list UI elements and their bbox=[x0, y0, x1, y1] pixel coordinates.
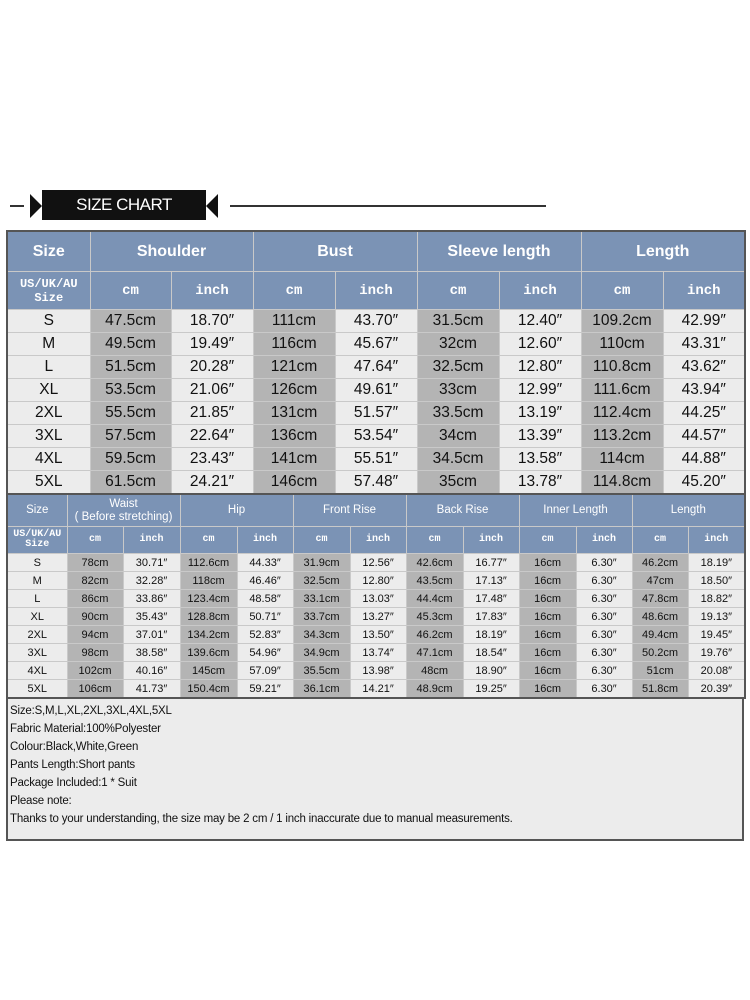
cm-value-cell: 34.5cm bbox=[417, 448, 499, 471]
cm-value-cell: 16cm bbox=[519, 662, 576, 680]
inch-value-cell: 6.30″ bbox=[576, 662, 632, 680]
note-line: Package Included:1 * Suit bbox=[10, 777, 137, 789]
unit-inch: inch bbox=[688, 527, 745, 554]
inch-value-cell: 49.61″ bbox=[335, 379, 417, 402]
cm-value-cell: 146cm bbox=[253, 471, 335, 495]
cm-value-cell: 86cm bbox=[67, 590, 123, 608]
cm-value-cell: 33.7cm bbox=[293, 608, 350, 626]
size-region-header: US/UK/AU Size bbox=[7, 527, 67, 554]
length-header: Length bbox=[632, 494, 745, 527]
cm-value-cell: 48cm bbox=[406, 662, 463, 680]
cm-value-cell: 123.4cm bbox=[180, 590, 237, 608]
inch-value-cell: 19.76″ bbox=[688, 644, 745, 662]
unit-cm: cm bbox=[180, 527, 237, 554]
inch-value-cell: 41.73″ bbox=[123, 680, 180, 699]
header-row bbox=[7, 494, 745, 527]
cm-value-cell: 44.4cm bbox=[406, 590, 463, 608]
cm-value-cell: 34.9cm bbox=[293, 644, 350, 662]
unit-cm: cm bbox=[67, 527, 123, 554]
cm-value-cell: 110cm bbox=[581, 333, 663, 356]
cm-value-cell: 45.3cm bbox=[406, 608, 463, 626]
inch-value-cell: 23.43″ bbox=[171, 448, 253, 471]
inch-value-cell: 13.03″ bbox=[350, 590, 406, 608]
note-line: Colour:Black,White,Green bbox=[10, 741, 139, 753]
inch-value-cell: 19.25″ bbox=[463, 680, 519, 699]
banner-rule bbox=[230, 205, 546, 207]
inch-value-cell: 18.70″ bbox=[171, 310, 253, 333]
table-row bbox=[7, 425, 745, 448]
product-notes bbox=[6, 699, 744, 841]
inch-value-cell: 52.83″ bbox=[237, 626, 293, 644]
inch-value-cell: 19.13″ bbox=[688, 608, 745, 626]
cm-value-cell: 16cm bbox=[519, 572, 576, 590]
inch-value-cell: 21.06″ bbox=[171, 379, 253, 402]
cm-value-cell: 82cm bbox=[67, 572, 123, 590]
inch-value-cell: 18.50″ bbox=[688, 572, 745, 590]
note-line: Thanks to your understanding, the size may be 2 cm / 1 inch inaccurate due to manual measurements. bbox=[10, 813, 513, 825]
cm-value-cell: 49.4cm bbox=[632, 626, 688, 644]
unit-cm: cm bbox=[581, 272, 663, 310]
cm-value-cell: 16cm bbox=[519, 590, 576, 608]
cm-value-cell: 34.3cm bbox=[293, 626, 350, 644]
cm-value-cell: 118cm bbox=[180, 572, 237, 590]
inch-value-cell: 6.30″ bbox=[576, 590, 632, 608]
cm-value-cell: 31.5cm bbox=[417, 310, 499, 333]
inch-value-cell: 54.96″ bbox=[237, 644, 293, 662]
cm-value-cell: 90cm bbox=[67, 608, 123, 626]
cm-value-cell: 36.1cm bbox=[293, 680, 350, 699]
cm-value-cell: 136cm bbox=[253, 425, 335, 448]
inch-value-cell: 6.30″ bbox=[576, 626, 632, 644]
inch-value-cell: 19.45″ bbox=[688, 626, 745, 644]
cm-value-cell: 51cm bbox=[632, 662, 688, 680]
unit-inch: inch bbox=[663, 272, 745, 310]
unit-row bbox=[7, 272, 745, 310]
unit-inch: inch bbox=[499, 272, 581, 310]
table-row bbox=[7, 572, 745, 590]
size-chart-banner bbox=[0, 186, 750, 226]
cm-value-cell: 134.2cm bbox=[180, 626, 237, 644]
size-cell: 3XL bbox=[7, 425, 90, 448]
cm-value-cell: 33.1cm bbox=[293, 590, 350, 608]
cm-value-cell: 59.5cm bbox=[90, 448, 171, 471]
bust-header: Bust bbox=[253, 231, 417, 272]
inch-value-cell: 12.80″ bbox=[350, 572, 406, 590]
unit-inch: inch bbox=[576, 527, 632, 554]
cm-value-cell: 112.4cm bbox=[581, 402, 663, 425]
inch-value-cell: 38.58″ bbox=[123, 644, 180, 662]
unit-inch: inch bbox=[350, 527, 406, 554]
inch-value-cell: 6.30″ bbox=[576, 644, 632, 662]
header-row bbox=[7, 231, 745, 272]
cm-value-cell: 16cm bbox=[519, 644, 576, 662]
cm-value-cell: 33cm bbox=[417, 379, 499, 402]
table-row bbox=[7, 310, 745, 333]
size-cell: 3XL bbox=[7, 644, 67, 662]
cm-value-cell: 128.8cm bbox=[180, 608, 237, 626]
inch-value-cell: 13.78″ bbox=[499, 471, 581, 495]
inch-value-cell: 51.57″ bbox=[335, 402, 417, 425]
cm-value-cell: 113.2cm bbox=[581, 425, 663, 448]
cm-value-cell: 131cm bbox=[253, 402, 335, 425]
inch-value-cell: 22.64″ bbox=[171, 425, 253, 448]
table-row bbox=[7, 626, 745, 644]
banner-ribbon-tail-left bbox=[30, 194, 42, 218]
unit-inch: inch bbox=[237, 527, 293, 554]
inch-value-cell: 19.49″ bbox=[171, 333, 253, 356]
inch-value-cell: 53.54″ bbox=[335, 425, 417, 448]
size-cell: 4XL bbox=[7, 662, 67, 680]
inch-value-cell: 43.31″ bbox=[663, 333, 745, 356]
unit-cm: cm bbox=[90, 272, 171, 310]
size-region-header: US/UK/AU Size bbox=[7, 272, 90, 310]
cm-value-cell: 48.9cm bbox=[406, 680, 463, 699]
unit-cm: cm bbox=[519, 527, 576, 554]
cm-value-cell: 139.6cm bbox=[180, 644, 237, 662]
inch-value-cell: 30.71″ bbox=[123, 554, 180, 572]
inch-value-cell: 12.56″ bbox=[350, 554, 406, 572]
inch-value-cell: 20.39″ bbox=[688, 680, 745, 699]
cm-value-cell: 47.8cm bbox=[632, 590, 688, 608]
inch-value-cell: 33.86″ bbox=[123, 590, 180, 608]
table-row bbox=[7, 333, 745, 356]
inch-value-cell: 37.01″ bbox=[123, 626, 180, 644]
inch-value-cell: 13.58″ bbox=[499, 448, 581, 471]
inch-value-cell: 18.54″ bbox=[463, 644, 519, 662]
cm-value-cell: 49.5cm bbox=[90, 333, 171, 356]
size-cell: S bbox=[7, 310, 90, 333]
table-row bbox=[7, 379, 745, 402]
size-cell: M bbox=[7, 572, 67, 590]
banner-dash bbox=[10, 205, 24, 207]
inch-value-cell: 57.48″ bbox=[335, 471, 417, 495]
size-cell: XL bbox=[7, 608, 67, 626]
unit-inch: inch bbox=[335, 272, 417, 310]
cm-value-cell: 126cm bbox=[253, 379, 335, 402]
inch-value-cell: 13.19″ bbox=[499, 402, 581, 425]
cm-value-cell: 33.5cm bbox=[417, 402, 499, 425]
cm-value-cell: 102cm bbox=[67, 662, 123, 680]
cm-value-cell: 53.5cm bbox=[90, 379, 171, 402]
size-cell: 5XL bbox=[7, 471, 90, 495]
cm-value-cell: 111cm bbox=[253, 310, 335, 333]
table-row bbox=[7, 644, 745, 662]
cm-value-cell: 57.5cm bbox=[90, 425, 171, 448]
inch-value-cell: 35.43″ bbox=[123, 608, 180, 626]
inch-value-cell: 17.48″ bbox=[463, 590, 519, 608]
banner-ribbon-tail-right bbox=[206, 194, 218, 218]
inch-value-cell: 12.40″ bbox=[499, 310, 581, 333]
inch-value-cell: 12.60″ bbox=[499, 333, 581, 356]
top-size-table bbox=[6, 230, 746, 495]
cm-value-cell: 141cm bbox=[253, 448, 335, 471]
inch-value-cell: 44.33″ bbox=[237, 554, 293, 572]
inch-value-cell: 6.30″ bbox=[576, 680, 632, 699]
cm-value-cell: 35.5cm bbox=[293, 662, 350, 680]
inch-value-cell: 45.20″ bbox=[663, 471, 745, 495]
cm-value-cell: 78cm bbox=[67, 554, 123, 572]
waist-header: Waist ( Before stretching) bbox=[67, 494, 180, 527]
size-cell: 2XL bbox=[7, 402, 90, 425]
table-row bbox=[7, 402, 745, 425]
cm-value-cell: 46.2cm bbox=[632, 554, 688, 572]
inch-value-cell: 43.62″ bbox=[663, 356, 745, 379]
unit-inch: inch bbox=[171, 272, 253, 310]
inch-value-cell: 20.08″ bbox=[688, 662, 745, 680]
bottom-table-body bbox=[7, 554, 745, 699]
table-row bbox=[7, 448, 745, 471]
inch-value-cell: 14.21″ bbox=[350, 680, 406, 699]
cm-value-cell: 150.4cm bbox=[180, 680, 237, 699]
cm-value-cell: 145cm bbox=[180, 662, 237, 680]
inch-value-cell: 18.90″ bbox=[463, 662, 519, 680]
inch-value-cell: 13.39″ bbox=[499, 425, 581, 448]
top-table-body bbox=[7, 310, 745, 495]
cm-value-cell: 114cm bbox=[581, 448, 663, 471]
cm-value-cell: 106cm bbox=[67, 680, 123, 699]
inch-value-cell: 42.99″ bbox=[663, 310, 745, 333]
cm-value-cell: 110.8cm bbox=[581, 356, 663, 379]
table-row bbox=[7, 471, 745, 495]
inch-value-cell: 18.19″ bbox=[463, 626, 519, 644]
cm-value-cell: 31.9cm bbox=[293, 554, 350, 572]
cm-value-cell: 55.5cm bbox=[90, 402, 171, 425]
inch-value-cell: 13.74″ bbox=[350, 644, 406, 662]
cm-value-cell: 32.5cm bbox=[293, 572, 350, 590]
cm-value-cell: 16cm bbox=[519, 626, 576, 644]
cm-value-cell: 94cm bbox=[67, 626, 123, 644]
inch-value-cell: 13.27″ bbox=[350, 608, 406, 626]
cm-value-cell: 121cm bbox=[253, 356, 335, 379]
cm-value-cell: 112.6cm bbox=[180, 554, 237, 572]
inch-value-cell: 46.46″ bbox=[237, 572, 293, 590]
inch-value-cell: 44.57″ bbox=[663, 425, 745, 448]
table-row bbox=[7, 590, 745, 608]
size-cell: 4XL bbox=[7, 448, 90, 471]
cm-value-cell: 51.8cm bbox=[632, 680, 688, 699]
size-cell: M bbox=[7, 333, 90, 356]
cm-value-cell: 50.2cm bbox=[632, 644, 688, 662]
unit-inch: inch bbox=[463, 527, 519, 554]
inch-value-cell: 55.51″ bbox=[335, 448, 417, 471]
size-cell: XL bbox=[7, 379, 90, 402]
inch-value-cell: 17.83″ bbox=[463, 608, 519, 626]
inch-value-cell: 21.85″ bbox=[171, 402, 253, 425]
note-line: Please note: bbox=[10, 795, 72, 807]
inch-value-cell: 44.88″ bbox=[663, 448, 745, 471]
size-cell: L bbox=[7, 590, 67, 608]
table-row bbox=[7, 356, 745, 379]
sleeve-length-header: Sleeve length bbox=[417, 231, 581, 272]
unit-inch: inch bbox=[123, 527, 180, 554]
cm-value-cell: 16cm bbox=[519, 608, 576, 626]
inch-value-cell: 17.13″ bbox=[463, 572, 519, 590]
inch-value-cell: 48.58″ bbox=[237, 590, 293, 608]
size-header: Size bbox=[7, 494, 67, 527]
inch-value-cell: 57.09″ bbox=[237, 662, 293, 680]
shoulder-header: Shoulder bbox=[90, 231, 253, 272]
unit-cm: cm bbox=[632, 527, 688, 554]
cm-value-cell: 43.5cm bbox=[406, 572, 463, 590]
table-row bbox=[7, 554, 745, 572]
inch-value-cell: 43.94″ bbox=[663, 379, 745, 402]
size-cell: S bbox=[7, 554, 67, 572]
inch-value-cell: 32.28″ bbox=[123, 572, 180, 590]
inch-value-cell: 18.19″ bbox=[688, 554, 745, 572]
note-line: Fabric Material:100%Polyester bbox=[10, 723, 161, 735]
cm-value-cell: 51.5cm bbox=[90, 356, 171, 379]
inch-value-cell: 12.80″ bbox=[499, 356, 581, 379]
table-row bbox=[7, 680, 745, 699]
inch-value-cell: 50.71″ bbox=[237, 608, 293, 626]
size-cell: 5XL bbox=[7, 680, 67, 699]
table-row bbox=[7, 662, 745, 680]
inch-value-cell: 6.30″ bbox=[576, 572, 632, 590]
cm-value-cell: 47.1cm bbox=[406, 644, 463, 662]
cm-value-cell: 46.2cm bbox=[406, 626, 463, 644]
inch-value-cell: 16.77″ bbox=[463, 554, 519, 572]
cm-value-cell: 47cm bbox=[632, 572, 688, 590]
bottom-size-table bbox=[6, 493, 746, 699]
inch-value-cell: 59.21″ bbox=[237, 680, 293, 699]
back-rise-header: Back Rise bbox=[406, 494, 519, 527]
inner-length-header: Inner Length bbox=[519, 494, 632, 527]
unit-cm: cm bbox=[417, 272, 499, 310]
cm-value-cell: 16cm bbox=[519, 554, 576, 572]
cm-value-cell: 35cm bbox=[417, 471, 499, 495]
cm-value-cell: 114.8cm bbox=[581, 471, 663, 495]
cm-value-cell: 116cm bbox=[253, 333, 335, 356]
front-rise-header: Front Rise bbox=[293, 494, 406, 527]
size-header: Size bbox=[7, 231, 90, 272]
unit-cm: cm bbox=[406, 527, 463, 554]
inch-value-cell: 47.64″ bbox=[335, 356, 417, 379]
size-cell: L bbox=[7, 356, 90, 379]
cm-value-cell: 16cm bbox=[519, 680, 576, 699]
inch-value-cell: 6.30″ bbox=[576, 554, 632, 572]
cm-value-cell: 111.6cm bbox=[581, 379, 663, 402]
cm-value-cell: 109.2cm bbox=[581, 310, 663, 333]
length-header: Length bbox=[581, 231, 745, 272]
inch-value-cell: 44.25″ bbox=[663, 402, 745, 425]
note-line: Size:S,M,L,XL,2XL,3XL,4XL,5XL bbox=[10, 705, 172, 717]
cm-value-cell: 32.5cm bbox=[417, 356, 499, 379]
cm-value-cell: 34cm bbox=[417, 425, 499, 448]
inch-value-cell: 45.67″ bbox=[335, 333, 417, 356]
inch-value-cell: 20.28″ bbox=[171, 356, 253, 379]
cm-value-cell: 42.6cm bbox=[406, 554, 463, 572]
unit-cm: cm bbox=[253, 272, 335, 310]
inch-value-cell: 40.16″ bbox=[123, 662, 180, 680]
cm-value-cell: 48.6cm bbox=[632, 608, 688, 626]
inch-value-cell: 18.82″ bbox=[688, 590, 745, 608]
unit-cm: cm bbox=[293, 527, 350, 554]
cm-value-cell: 61.5cm bbox=[90, 471, 171, 495]
inch-value-cell: 6.30″ bbox=[576, 608, 632, 626]
table-row bbox=[7, 608, 745, 626]
note-line: Pants Length:Short pants bbox=[10, 759, 135, 771]
cm-value-cell: 98cm bbox=[67, 644, 123, 662]
unit-row bbox=[7, 527, 745, 554]
size-cell: 2XL bbox=[7, 626, 67, 644]
banner-title: SIZE CHART bbox=[76, 195, 172, 214]
inch-value-cell: 43.70″ bbox=[335, 310, 417, 333]
hip-header: Hip bbox=[180, 494, 293, 527]
inch-value-cell: 12.99″ bbox=[499, 379, 581, 402]
inch-value-cell: 24.21″ bbox=[171, 471, 253, 495]
cm-value-cell: 32cm bbox=[417, 333, 499, 356]
inch-value-cell: 13.50″ bbox=[350, 626, 406, 644]
cm-value-cell: 47.5cm bbox=[90, 310, 171, 333]
inch-value-cell: 13.98″ bbox=[350, 662, 406, 680]
